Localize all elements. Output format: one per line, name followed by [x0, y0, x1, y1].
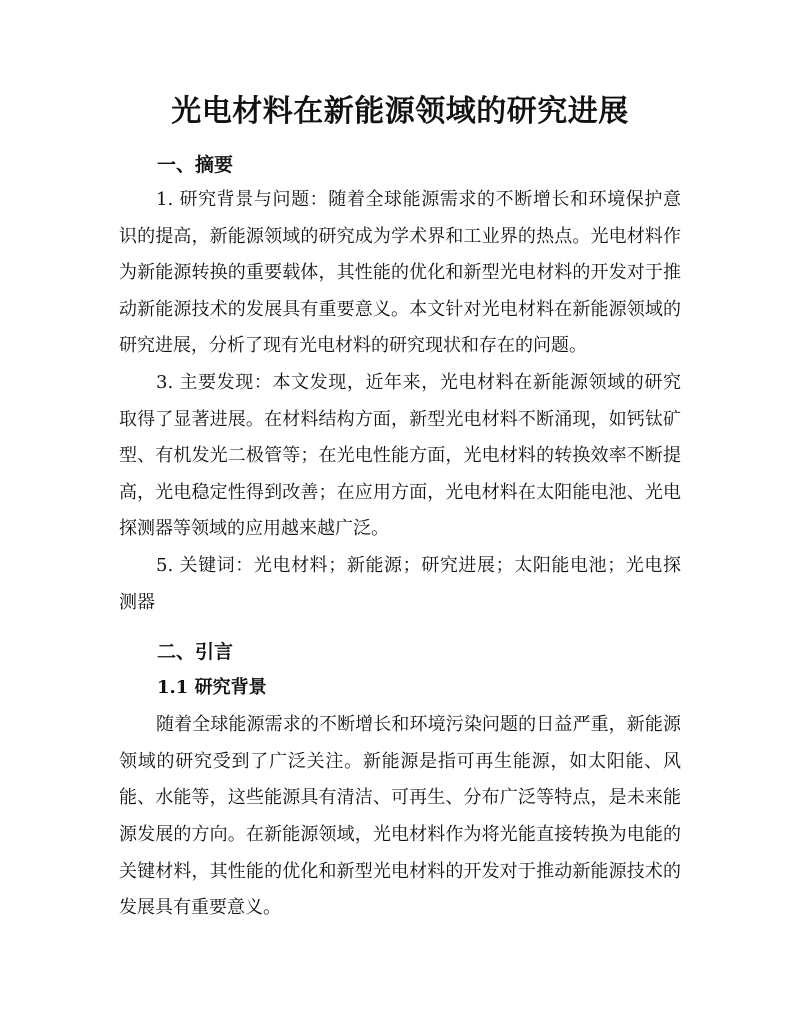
- abstract-heading: 一、摘要: [157, 154, 234, 176]
- document-body: [119, 88, 681, 927]
- abstract-section: [119, 148, 681, 621]
- research-background-subheading: 1.1 研究背景: [157, 677, 267, 699]
- keywords-paragraph: 5. 关键词：光电材料；新能源；研究进展；太阳能电池；光电探测器: [119, 554, 681, 613]
- research-background-paragraph: 1. 研究背景与问题：随着全球能源需求的不断增长和环境保护意识的提高，新能源领域的研究成为学术界和工业界的热点。光电材料作为新能源转换的重要载体，其性能的优化和新型光电材料的开发对于推动新能源技术的发展具有重要意义。本文针对光电材料在新能源领域的研究进展，分析了现有光电材料的研究现状和存在的问题。: [119, 189, 681, 357]
- document-title: 光电材料在新能源领域的研究进展: [171, 94, 629, 129]
- introduction-paragraph: 随着全球能源需求的不断增长和环境污染问题的日益严重，新能源领域的研究受到了广泛关注。新能源是指可再生能源，如太阳能、风能、水能等，这些能源具有清洁、可再生、分布广泛等特点，是未来能源发展的方向。在新能源领域，光电材料作为将光能直接转换为电能的关键材料，其性能的优化和新型光电材料的开发对于推动新能源技术的发展具有重要意义。: [119, 714, 681, 919]
- introduction-section: [119, 635, 681, 927]
- main-findings-paragraph: 3. 主要发现：本文发现，近年来，光电材料在新能源领域的研究取得了显著进展。在材料结构方面，新型光电材料不断涌现，如钙钛矿型、有机发光二极管等；在光电性能方面，光电材料的转换效率不断提高，光电稳定性得到改善；在应用方面，光电材料在太阳能电池、光电探测器等领域的应用越来越广泛。: [119, 371, 681, 540]
- introduction-heading: 二、引言: [157, 641, 234, 664]
